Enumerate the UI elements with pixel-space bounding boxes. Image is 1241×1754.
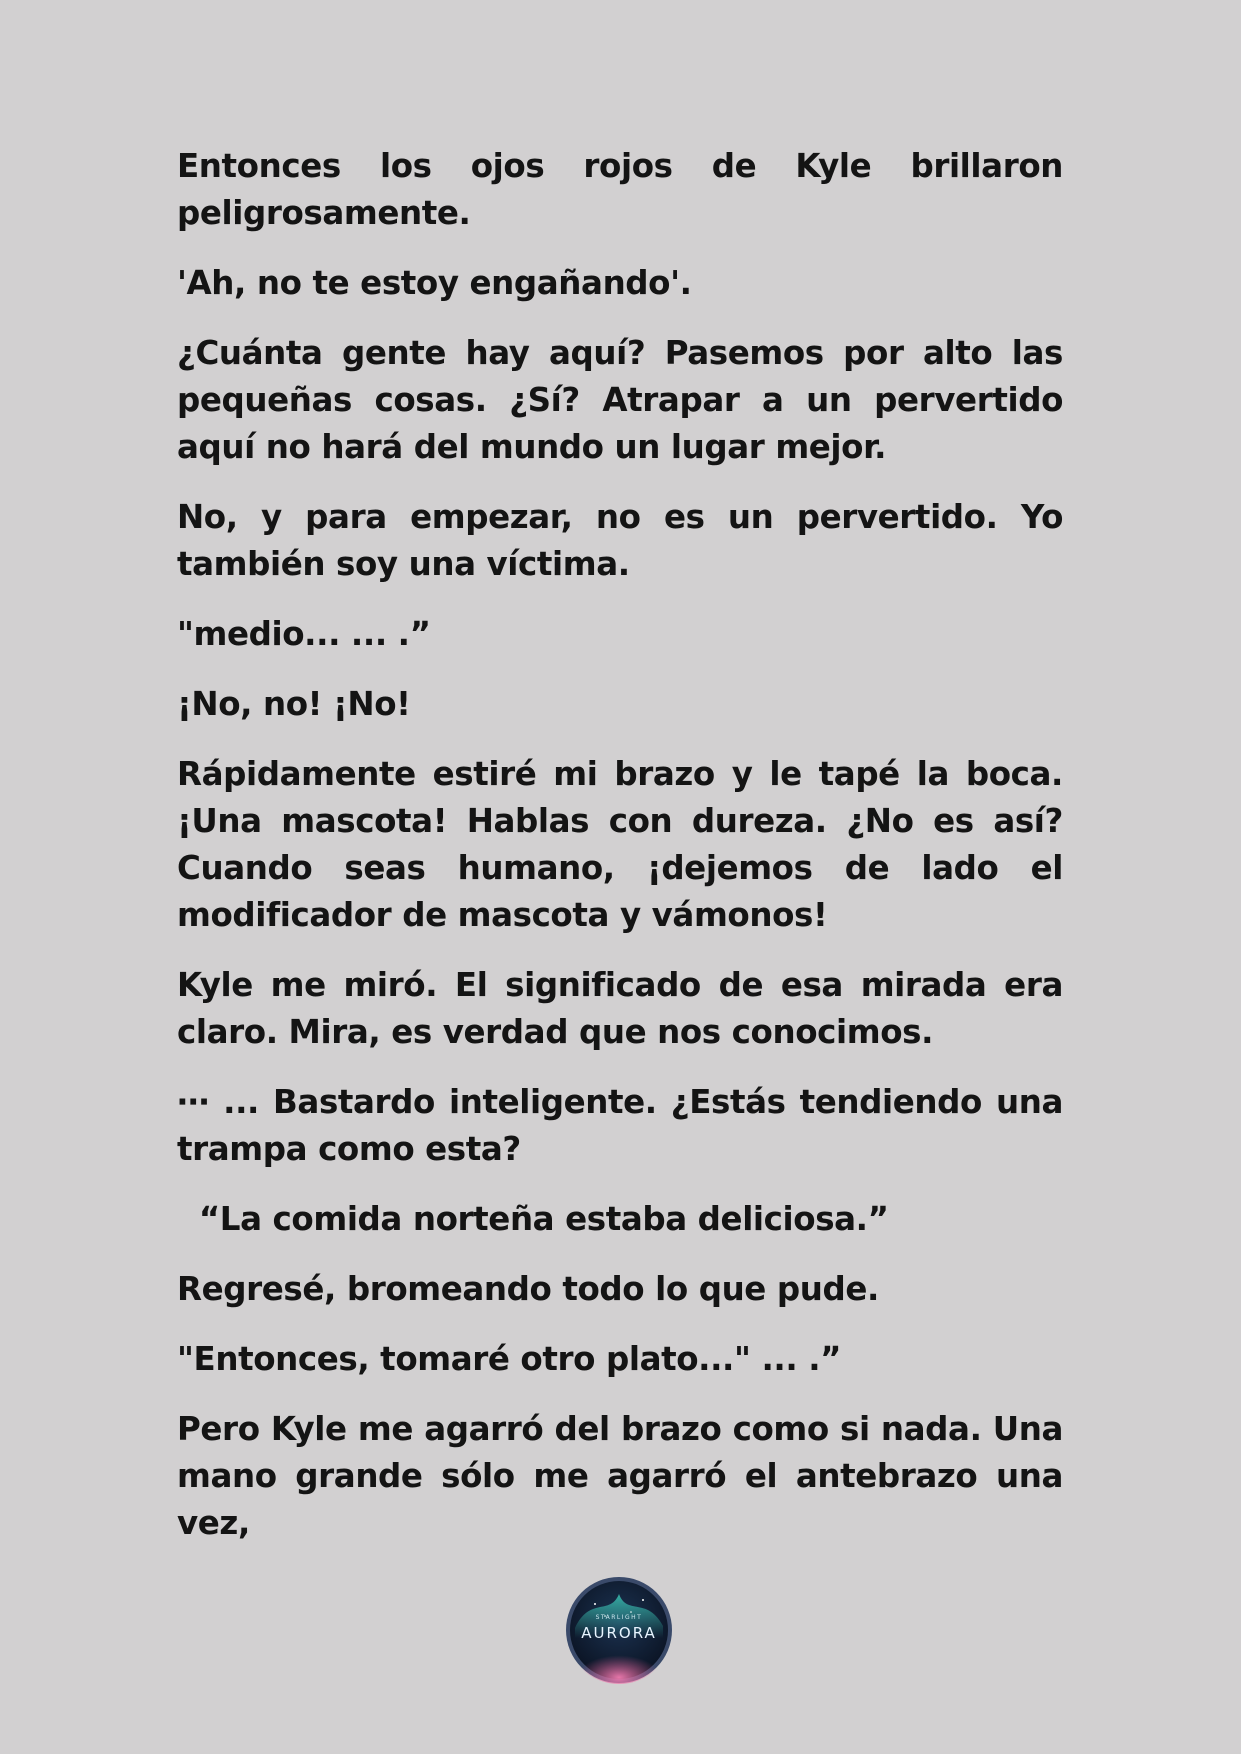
paragraph: "Entonces, tomaré otro plato..." ... .” [177,1340,842,1378]
logo-subtext: STARLIGHT [595,1614,643,1621]
paragraph: Entonces los ojos rojos de Kyle brillaron peligrosamente. [177,147,1063,232]
aurora-logo-graphic [565,1576,673,1684]
paragraph: Rápidamente estiré mi brazo y le tapé la boca. ¡Una mascota! Hablas con dureza. ¿No es así? Cuando seas humano, ¡dejemos de lado el modificador de mascota y vámonos! [177,755,1063,934]
paragraph: "medio... ... .” [177,615,431,653]
paragraph: Pero Kyle me agarró del brazo como si nada. Una mano grande sólo me agarró el antebrazo una vez, [177,1410,1063,1542]
paragraph: ¡No, no! ¡No! [177,685,411,723]
paragraph: ⋯ ... Bastardo inteligente. ¿Estás tendiendo una trampa como esta? [177,1083,1063,1168]
body-text [177,143,1063,1570]
logo-text: AURORA [581,1624,657,1642]
paragraph: ¿Cuánta gente hay aquí? Pasemos por alto las pequeñas cosas. ¿Sí? Atrapar a un pervertido aquí no hará del mundo un lugar mejor. [177,334,1063,466]
paragraph: 'Ah, no te estoy engañando'. [177,264,692,302]
paragraph: Kyle me miró. El significado de esa mirada era claro. Mira, es verdad que nos conocimos. [177,966,1063,1051]
aurora-logo [565,1576,673,1684]
paragraph: Regresé, bromeando todo lo que pude. [177,1270,879,1308]
paragraph: “La comida norteña estaba deliciosa.” [177,1200,889,1238]
paragraph: No, y para empezar, no es un pervertido. Yo también soy una víctima. [177,498,1063,583]
